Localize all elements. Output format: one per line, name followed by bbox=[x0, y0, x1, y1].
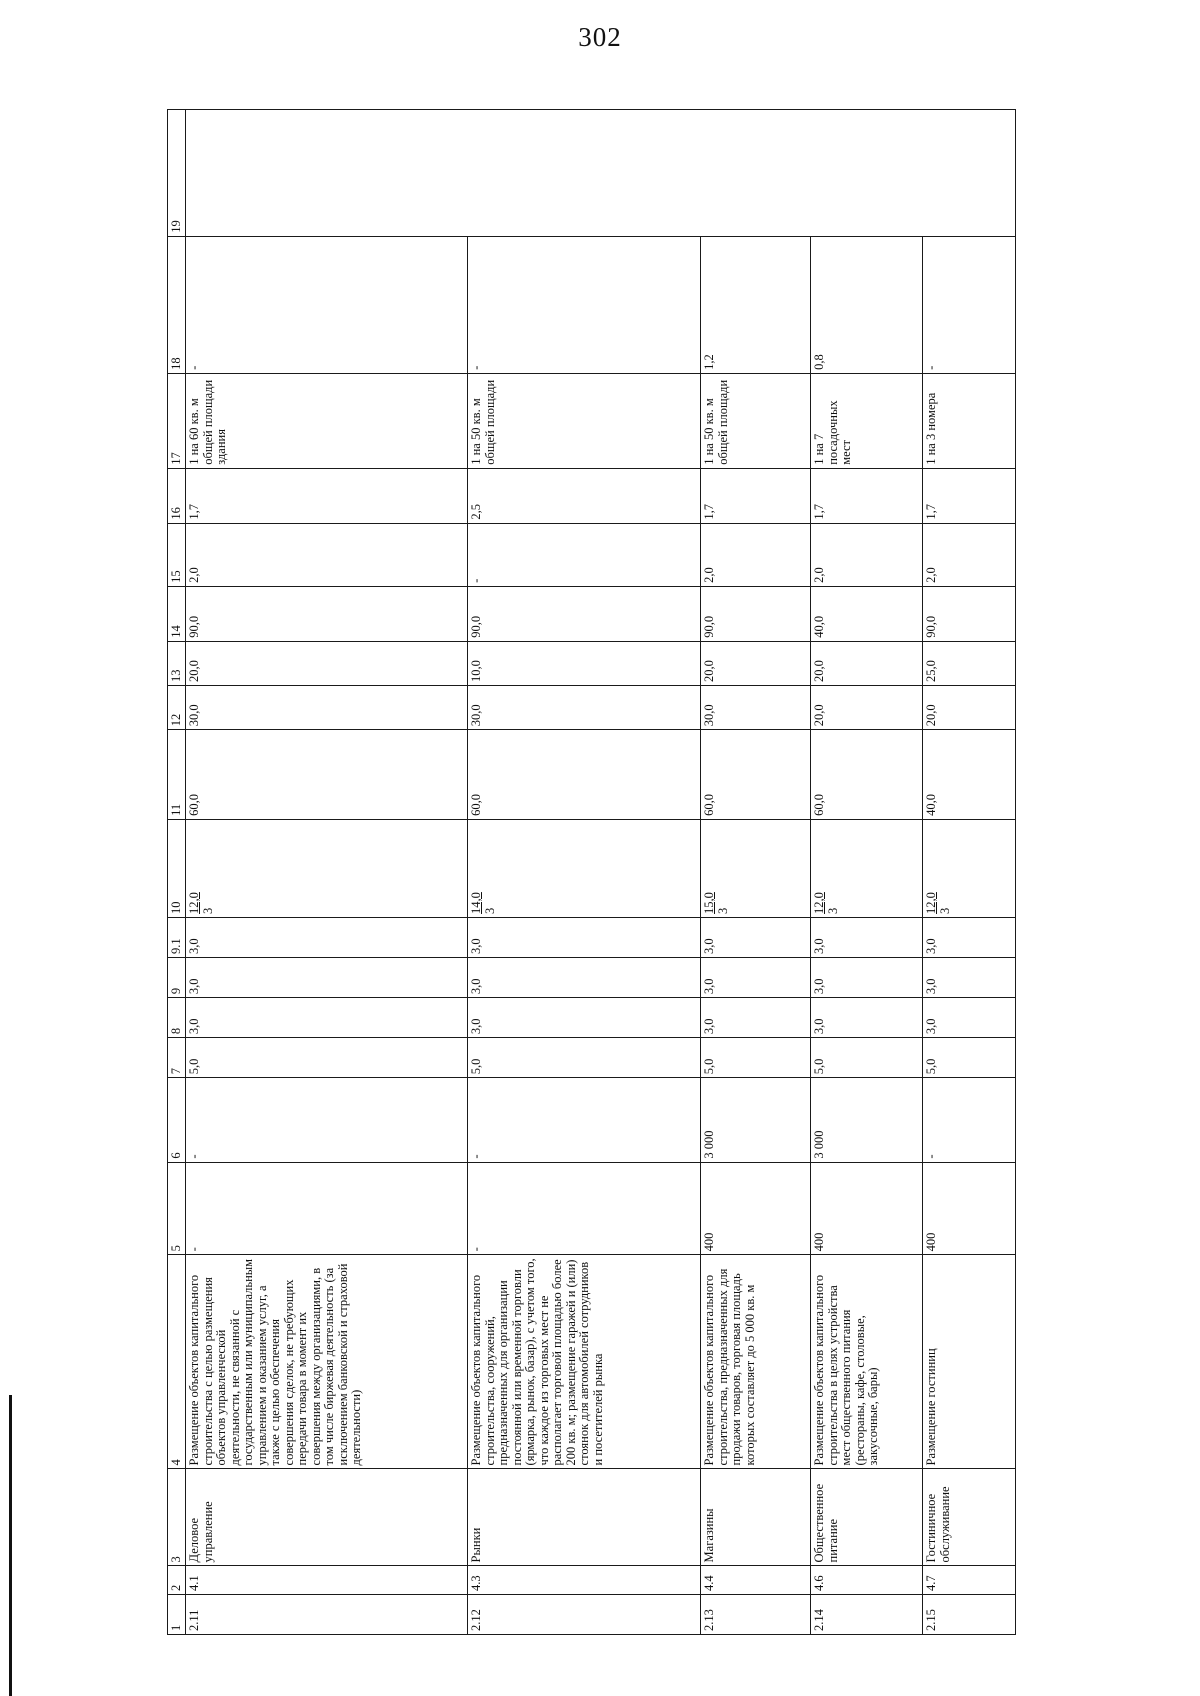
col-header: 9 bbox=[168, 958, 186, 998]
cell-c16: 1,7 bbox=[701, 468, 811, 523]
scan-edge-line bbox=[9, 1395, 12, 1696]
cell-c13: 25,0 bbox=[923, 641, 1016, 685]
col-header: 19 bbox=[168, 110, 186, 237]
fraction-numerator: 14,0 bbox=[469, 892, 483, 914]
cell-c18: 0,8 bbox=[811, 236, 923, 373]
row-number: 2.12 bbox=[468, 1594, 701, 1634]
fraction bbox=[188, 892, 215, 914]
cell-c13: 10,0 bbox=[468, 641, 701, 685]
cell-c10 bbox=[811, 819, 923, 917]
cell-c5: - bbox=[186, 1162, 468, 1255]
cell-c9: 3,0 bbox=[811, 958, 923, 998]
table-row bbox=[923, 110, 1016, 1635]
cell-c18: - bbox=[468, 236, 701, 373]
use-description: Размещение объектов капитального строительства с целью размещения объектов управленческой деятельности, не связанной с государственным или муниципальным управлением и оказанием услуг, а также с целью обеспечения совершения сделок, не требующих передачи товара в момент их совершения между организациями, в том числе биржевая деятельность (за исключением банковской и страховой деятельности) bbox=[186, 1255, 468, 1469]
use-name: Гостиничное обслуживание bbox=[923, 1469, 1016, 1566]
table-row bbox=[186, 110, 468, 1635]
table-row bbox=[811, 110, 923, 1635]
cell-c7: 5,0 bbox=[811, 1038, 923, 1078]
cell-c6: 3 000 bbox=[811, 1078, 923, 1162]
cell-c17: 1 на 50 кв. м общей площади bbox=[468, 373, 701, 468]
cell-c10 bbox=[923, 819, 1016, 917]
fraction-numerator: 12,0 bbox=[812, 892, 826, 914]
cell-c16: 1,7 bbox=[923, 468, 1016, 523]
cell-c14: 90,0 bbox=[923, 586, 1016, 641]
cell-c11: 60,0 bbox=[811, 730, 923, 820]
col-header: 18 bbox=[168, 236, 186, 373]
cell-c5: 400 bbox=[701, 1162, 811, 1255]
cell-c18: - bbox=[923, 236, 1016, 373]
zoning-parameters-table bbox=[167, 109, 1016, 1635]
fraction-numerator: 12,0 bbox=[924, 892, 938, 914]
cell-c5: 400 bbox=[923, 1162, 1016, 1255]
col-header: 7 bbox=[168, 1038, 186, 1078]
cell-c12: 30,0 bbox=[468, 685, 701, 729]
use-code: 4.1 bbox=[186, 1566, 468, 1594]
cell-c11: 60,0 bbox=[701, 730, 811, 820]
page-number: 302 bbox=[578, 22, 622, 52]
cell-c8: 3,0 bbox=[186, 998, 468, 1038]
use-code: 4.4 bbox=[701, 1566, 811, 1594]
use-code: 4.7 bbox=[923, 1566, 1016, 1594]
row-number: 2.14 bbox=[811, 1594, 923, 1634]
cell-c17: 1 на 3 номера bbox=[923, 373, 1016, 468]
fraction-denominator: 3 bbox=[200, 907, 215, 914]
cell-c9-1: 3,0 bbox=[811, 917, 923, 957]
cell-c12: 30,0 bbox=[186, 685, 468, 729]
row-number: 2.13 bbox=[701, 1594, 811, 1634]
use-name: Деловое управление bbox=[186, 1469, 468, 1566]
cell-c18: - bbox=[186, 236, 468, 373]
use-code: 4.6 bbox=[811, 1566, 923, 1594]
cell-c15: 2,0 bbox=[811, 523, 923, 586]
cell-c7: 5,0 bbox=[701, 1038, 811, 1078]
fraction-numerator: 12,0 bbox=[187, 892, 201, 914]
cell-c8: 3,0 bbox=[811, 998, 923, 1038]
col-header: 8 bbox=[168, 998, 186, 1038]
cell-c9: 3,0 bbox=[701, 958, 811, 998]
cell-c17: 1 на 50 кв. м общей площади bbox=[701, 373, 811, 468]
col-header: 16 bbox=[168, 468, 186, 523]
use-description: Размещение объектов капитального строительства в целях устройства мест общественного питания (рестораны, кафе, столовые, закусочные, бары) bbox=[811, 1255, 923, 1469]
cell-c9-1: 3,0 bbox=[468, 917, 701, 957]
col-header: 3 bbox=[168, 1469, 186, 1566]
col-header: 1 bbox=[168, 1594, 186, 1634]
fraction-denominator: 3 bbox=[825, 907, 840, 914]
row-number: 2.11 bbox=[186, 1594, 468, 1634]
cell-c12: 20,0 bbox=[811, 685, 923, 729]
cell-c15: 2,0 bbox=[923, 523, 1016, 586]
zoning-table-rotated bbox=[167, 109, 1014, 1635]
cell-c13: 20,0 bbox=[811, 641, 923, 685]
fraction-denominator: 3 bbox=[715, 907, 730, 914]
cell-c7: 5,0 bbox=[468, 1038, 701, 1078]
cell-c8: 3,0 bbox=[468, 998, 701, 1038]
cell-c16: 1,7 bbox=[811, 468, 923, 523]
cell-c11: 60,0 bbox=[468, 730, 701, 820]
cell-c17: 1 на 7 посадочных мест bbox=[811, 373, 923, 468]
cell-c5: 400 bbox=[811, 1162, 923, 1255]
cell-c10 bbox=[468, 819, 701, 917]
cell-c16: 2,5 bbox=[468, 468, 701, 523]
cell-c6: - bbox=[186, 1078, 468, 1162]
cell-c10 bbox=[701, 819, 811, 917]
table-row bbox=[701, 110, 811, 1635]
cell-c14: 90,0 bbox=[701, 586, 811, 641]
fraction bbox=[813, 892, 840, 914]
cell-c7: 5,0 bbox=[186, 1038, 468, 1078]
cell-c13: 20,0 bbox=[186, 641, 468, 685]
cell-c8: 3,0 bbox=[923, 998, 1016, 1038]
col-header: 17 bbox=[168, 373, 186, 468]
col-header: 4 bbox=[168, 1255, 186, 1469]
col-header: 9.1 bbox=[168, 917, 186, 957]
cell-c11: 40,0 bbox=[923, 730, 1016, 820]
col-header: 11 bbox=[168, 730, 186, 820]
cell-c8: 3,0 bbox=[701, 998, 811, 1038]
cell-c9-1: 3,0 bbox=[701, 917, 811, 957]
cell-c14: 90,0 bbox=[468, 586, 701, 641]
col-header: 13 bbox=[168, 641, 186, 685]
cell-c17: 1 на 60 кв. м общей площади здания bbox=[186, 373, 468, 468]
use-description: Размещение объектов капитального строительства, предназначенных для продажи товаров, торговая площадь которых составляет до 5 000 кв. м bbox=[701, 1255, 811, 1469]
fraction bbox=[925, 892, 952, 914]
col-header: 10 bbox=[168, 819, 186, 917]
cell-c12: 20,0 bbox=[923, 685, 1016, 729]
use-code: 4.3 bbox=[468, 1566, 701, 1594]
use-name: Рынки bbox=[468, 1469, 701, 1566]
fraction bbox=[470, 892, 497, 914]
cell-c9: 3,0 bbox=[468, 958, 701, 998]
cell-c10 bbox=[186, 819, 468, 917]
col-header: 6 bbox=[168, 1078, 186, 1162]
row-number: 2.15 bbox=[923, 1594, 1016, 1634]
col-header: 5 bbox=[168, 1162, 186, 1255]
cell-c6: 3 000 bbox=[701, 1078, 811, 1162]
fraction-denominator: 3 bbox=[482, 907, 497, 914]
col-header: 12 bbox=[168, 685, 186, 729]
cell-c16: 1,7 bbox=[186, 468, 468, 523]
cell-c6: - bbox=[468, 1078, 701, 1162]
cell-c15: 2,0 bbox=[701, 523, 811, 586]
cell-c14: 90,0 bbox=[186, 586, 468, 641]
cell-c9-1: 3,0 bbox=[186, 917, 468, 957]
cell-c13: 20,0 bbox=[701, 641, 811, 685]
cell-c11: 60,0 bbox=[186, 730, 468, 820]
cell-c18: 1,2 bbox=[701, 236, 811, 373]
cell-c9: 3,0 bbox=[923, 958, 1016, 998]
cell-c6: - bbox=[923, 1078, 1016, 1162]
cell-c7: 5,0 bbox=[923, 1038, 1016, 1078]
table-row bbox=[468, 110, 701, 1635]
cell-c5: - bbox=[468, 1162, 701, 1255]
cell-c19 bbox=[186, 110, 1016, 237]
col-header: 2 bbox=[168, 1566, 186, 1594]
fraction bbox=[703, 892, 730, 914]
fraction-denominator: 3 bbox=[937, 907, 952, 914]
cell-c12: 30,0 bbox=[701, 685, 811, 729]
cell-c14: 40,0 bbox=[811, 586, 923, 641]
cell-c15: - bbox=[468, 523, 701, 586]
cell-c15: 2,0 bbox=[186, 523, 468, 586]
use-description: Размещение гостиниц bbox=[923, 1255, 1016, 1469]
use-name: Магазины bbox=[701, 1469, 811, 1566]
cell-c9: 3,0 bbox=[186, 958, 468, 998]
header-row bbox=[168, 110, 186, 1635]
use-description: Размещение объектов капитального строительства, сооружений, предназначенных для организации постоянной или временной торговли (ярмарка, рынок, базар), с учетом того, что каждое из торговых мест не располагает торговой площадью более 200 кв. м; размещение гаражей и (или) стоянок для автомобилей сотрудников и посетителей рынка bbox=[468, 1255, 701, 1469]
fraction-numerator: 15,0 bbox=[702, 892, 716, 914]
use-name: Общественное питание bbox=[811, 1469, 923, 1566]
col-header: 14 bbox=[168, 586, 186, 641]
cell-c9-1: 3,0 bbox=[923, 917, 1016, 957]
col-header: 15 bbox=[168, 523, 186, 586]
